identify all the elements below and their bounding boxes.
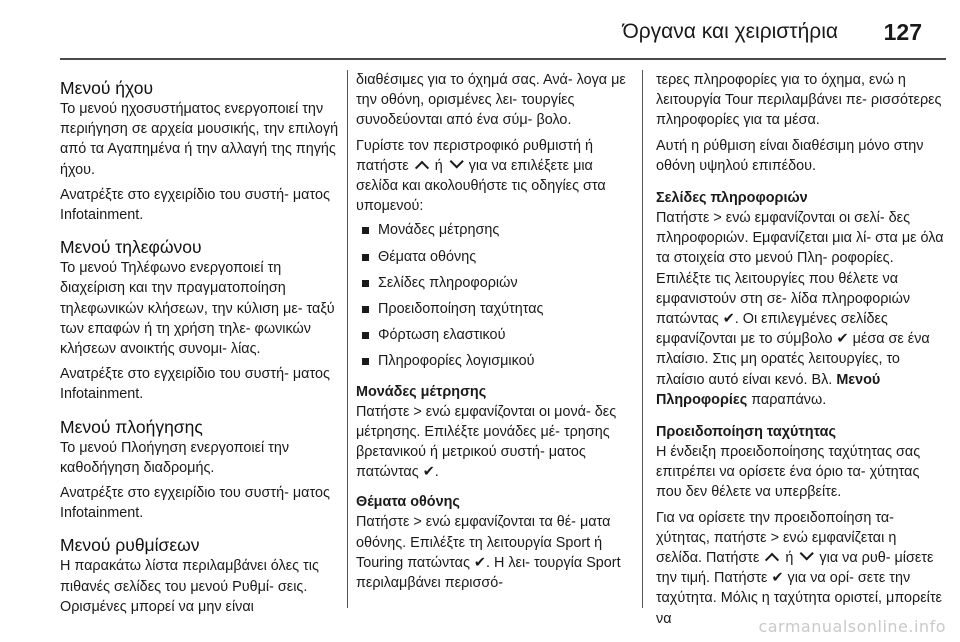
subsection-title-info-pages: Σελίδες πληροφοριών <box>656 190 808 207</box>
paragraph: διαθέσιμες για το όχημά σας. Ανά‐ λογα με την οθόνη, ορισμένες λει‐ τουργίες συνοδεύονται από ένα σύμ‐ βολο. <box>356 72 626 129</box>
bullet-icon <box>362 358 369 365</box>
chevron-down-icon <box>800 546 814 560</box>
check-icon: ✔ <box>771 570 784 587</box>
section-title-settings-menu: Μενού ρυθμίσεων <box>60 535 200 556</box>
paragraph: Η ένδειξη προειδοποίησης ταχύτητας σας επιτρέπει να ορίσετε ένα όριο τα‐ χύτητας που δεν θέλετε να υπερβείτε. <box>656 444 921 501</box>
chapter-title: Όργανα και χειριστήρια <box>622 20 838 43</box>
list-item: Μονάδες μέτρησης <box>356 220 630 240</box>
column-divider <box>642 70 643 608</box>
subsection-title-speed-warning: Προειδοποίηση ταχύτητας <box>656 424 836 441</box>
arrow-right-icon: > <box>770 529 779 546</box>
section-body: Το μενού ηχοσυστήματος ενεργοποιεί την περιήγηση σε αρχεία μουσικής, την επιλογή από τα Αγαπημένα ή την αλλαγή της πηγής ήχου. <box>60 101 339 178</box>
check-icon: ✔ <box>836 331 849 348</box>
section-body: Το μενού Τηλέφωνο ενεργοποιεί τη διαχείριση και την πραγματοποίηση τηλεφωνικών κλήσεων, την κύλιση με‐ ταξύ των επαφών ή τη χρήση τηλε‐ φωνικών κλήσεων ανοικτής συνομι‐ λίας. <box>60 260 335 358</box>
list-item: Πληροφορίες λογισμικού <box>356 351 630 371</box>
cross-reference: Μενού Πληροφορίες <box>656 371 881 408</box>
section-body: Το μενού Πλοήγηση ενεργοποιεί την καθοδήγηση διαδρομής. <box>60 439 290 476</box>
header-rule <box>60 58 946 60</box>
section-body: Η παρακάτω λίστα περιλαμβάνει όλες τις πιθανές σελίδες του μενού Ρυθμί‐ σεις. Ορισμένες μπορεί να μην είναι <box>60 558 319 615</box>
paragraph: Γυρίστε τον περιστροφικό ρυθμιστή ή πατήστε ή για να επιλέξετε μια σελίδα και ακολουθήστε τις οδηγίες στα υπομενού: <box>356 137 606 215</box>
check-icon: ✔ <box>473 554 486 571</box>
subsection-title-units: Μονάδες μέτρησης <box>356 383 487 400</box>
paragraph: Πατήστε > ενώ εμφανίζονται οι μονά‐ δες μέτρησης. Επιλέξτε μονάδες μέ‐ τρησης βρετανικού ή μετρικού συστή‐ ματος πατώντας ✔. <box>356 402 630 483</box>
bullet-icon <box>362 280 369 287</box>
page-number: 127 <box>883 19 922 45</box>
paragraph: Πατήστε > ενώ εμφανίζονται τα θέ‐ ματα οθόνης. Επιλέξτε τη λειτουργία Sport ή Touring πατώντας ✔. Η λει‐ τουργία Sport περιλαμβάνει περισσό‐ <box>356 514 621 592</box>
column-1 <box>60 70 347 621</box>
list-item: Προειδοποίηση ταχύτητας <box>356 299 630 319</box>
column-2 <box>356 70 630 597</box>
section-title-navigation-menu: Μενού πλοήγησης <box>60 416 203 437</box>
list-item: Θέματα οθόνης <box>356 247 630 267</box>
paragraph: Πατήστε > ενώ εμφανίζονται οι σελί‐ δες πληροφοριών. Εμφανίζεται μια λί‐ στα με όλα τα στοιχεία στο μενού Πλη‐ ροφορίες. Επιλέξτε τις λειτουργίες που θέλετε να εμφανιστούν στη σε‐ λίδα πληροφοριών πατώντας ✔. Οι επιλεγμένες σελίδες εμφανίζονται με το σύμβολο ✔ μέσα σε ένα πλαίσιο. Στις μη ορατές λειτουργίες, το πλαίσιο αυτό είναι κενό. Βλ. Μενού Πληροφορίες παραπάνω. <box>656 210 944 408</box>
section-title-audio-menu: Μενού ήχου <box>60 78 154 98</box>
bullet-icon <box>362 227 369 234</box>
page-header <box>0 18 960 48</box>
check-icon: ✔ <box>722 311 735 328</box>
column-3 <box>656 70 946 633</box>
list-item: Φόρτωση ελαστικού <box>356 325 630 345</box>
bullet-icon <box>362 306 369 313</box>
check-icon: ✔ <box>422 464 435 481</box>
list-item: Σελίδες πληροφοριών <box>356 273 630 293</box>
bullet-icon <box>362 254 369 261</box>
bullet-icon <box>362 332 369 339</box>
paragraph: Αυτή η ρύθμιση είναι διαθέσιμη μόνο στην οθόνη υψηλού επιπέδου. <box>656 137 924 174</box>
arrow-right-icon: > <box>413 514 422 531</box>
column-divider <box>347 70 348 608</box>
arrow-right-icon: > <box>413 403 422 420</box>
subsection-title-themes: Θέματα οθόνης <box>356 494 460 511</box>
chevron-down-icon <box>449 154 463 168</box>
section-reference: Ανατρέξτε στο εγχειρίδιο του συστή‐ ματος Infotainment. <box>60 186 330 224</box>
paragraph: τερες πληροφορίες για το όχημα, ενώ η λειτουργία Tour περιλαμβάνει πε‐ ρισσότερες πληροφορίες για τα μέσα. <box>656 72 942 129</box>
section-reference: Ανατρέξτε στο εγχειρίδιο του συστή‐ ματος Infotainment. <box>60 366 330 403</box>
section-title-phone-menu: Μενού τηλεφώνου <box>60 237 202 258</box>
settings-pages-list <box>356 220 630 371</box>
watermark: carmanualsonline.info <box>758 617 946 636</box>
chevron-up-icon <box>415 161 429 175</box>
arrow-right-icon: > <box>713 210 722 227</box>
section-reference: Ανατρέξτε στο εγχειρίδιο του συστή‐ ματος Infotainment. <box>60 485 330 522</box>
chevron-up-icon <box>765 553 779 567</box>
paragraph: Για να ορίσετε την προειδοποίηση τα‐ χύτητας, πατήστε > ενώ εμφανίζεται η σελίδα. Πατήστε ή για να ρυθ‐ μίσετε την τιμή. Πατήστε ✔ για να ορί‐ σετε την ταχύτητα. Μόλις η ταχύτητα οριστεί, μπορείτε να <box>656 509 942 627</box>
